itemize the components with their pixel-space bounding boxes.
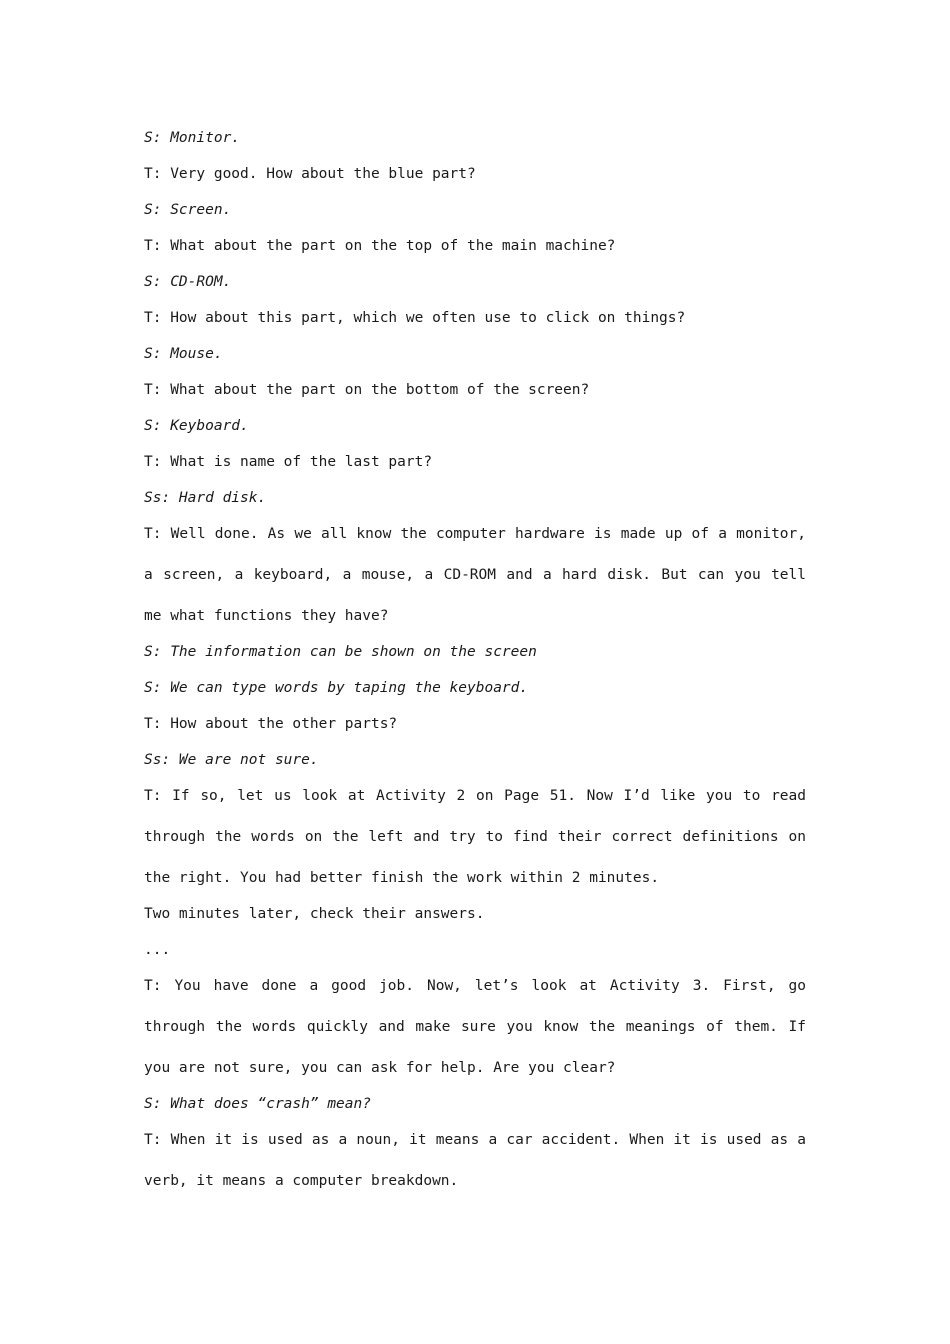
- student-line: S: Monitor.: [144, 130, 241, 146]
- teacher-line: T: How about the other parts?: [144, 716, 398, 732]
- ellipsis-line: ...: [144, 942, 171, 958]
- student-line: S: Mouse.: [144, 346, 223, 362]
- teacher-paragraph: T: You have done a good job. Now, let’s look at Activity 3. First, go through the words quickly and make sure you know the meanings of them. If you are not sure, you can ask for help. Are you clear?: [144, 978, 806, 1076]
- teacher-line: T: What is name of the last part?: [144, 454, 433, 470]
- document-page: [144, 120, 806, 1199]
- narration-line: Two minutes later, check their answers.: [144, 906, 485, 922]
- teacher-line: T: What about the part on the bottom of the screen?: [144, 382, 590, 398]
- student-line: S: What does “crash” mean?: [144, 1096, 371, 1112]
- teacher-paragraph: T: When it is used as a noun, it means a car accident. When it is used as a verb, it means a computer breakdown.: [144, 1132, 806, 1189]
- student-line: S: The information can be shown on the screen: [144, 644, 537, 660]
- teacher-line: T: What about the part on the top of the main machine?: [144, 238, 616, 254]
- student-line: S: Screen.: [144, 202, 232, 218]
- student-line: S: We can type words by taping the keyboard.: [144, 680, 529, 696]
- teacher-line: T: Very good. How about the blue part?: [144, 166, 476, 182]
- teacher-paragraph: T: If so, let us look at Activity 2 on Page 51. Now I’d like you to read through the words on the left and try to find their correct definitions on the right. You had better finish the work within 2 minutes.: [144, 788, 806, 886]
- students-line: Ss: We are not sure.: [144, 752, 319, 768]
- teacher-line: T: How about this part, which we often use to click on things?: [144, 310, 686, 326]
- students-line: Ss: Hard disk.: [144, 490, 267, 506]
- student-line: S: Keyboard.: [144, 418, 249, 434]
- teacher-paragraph: T: Well done. As we all know the computer hardware is made up of a monitor, a screen, a keyboard, a mouse, a CD-ROM and a hard disk. But can you tell me what functions they have?: [144, 526, 806, 624]
- student-line: S: CD-ROM.: [144, 274, 232, 290]
